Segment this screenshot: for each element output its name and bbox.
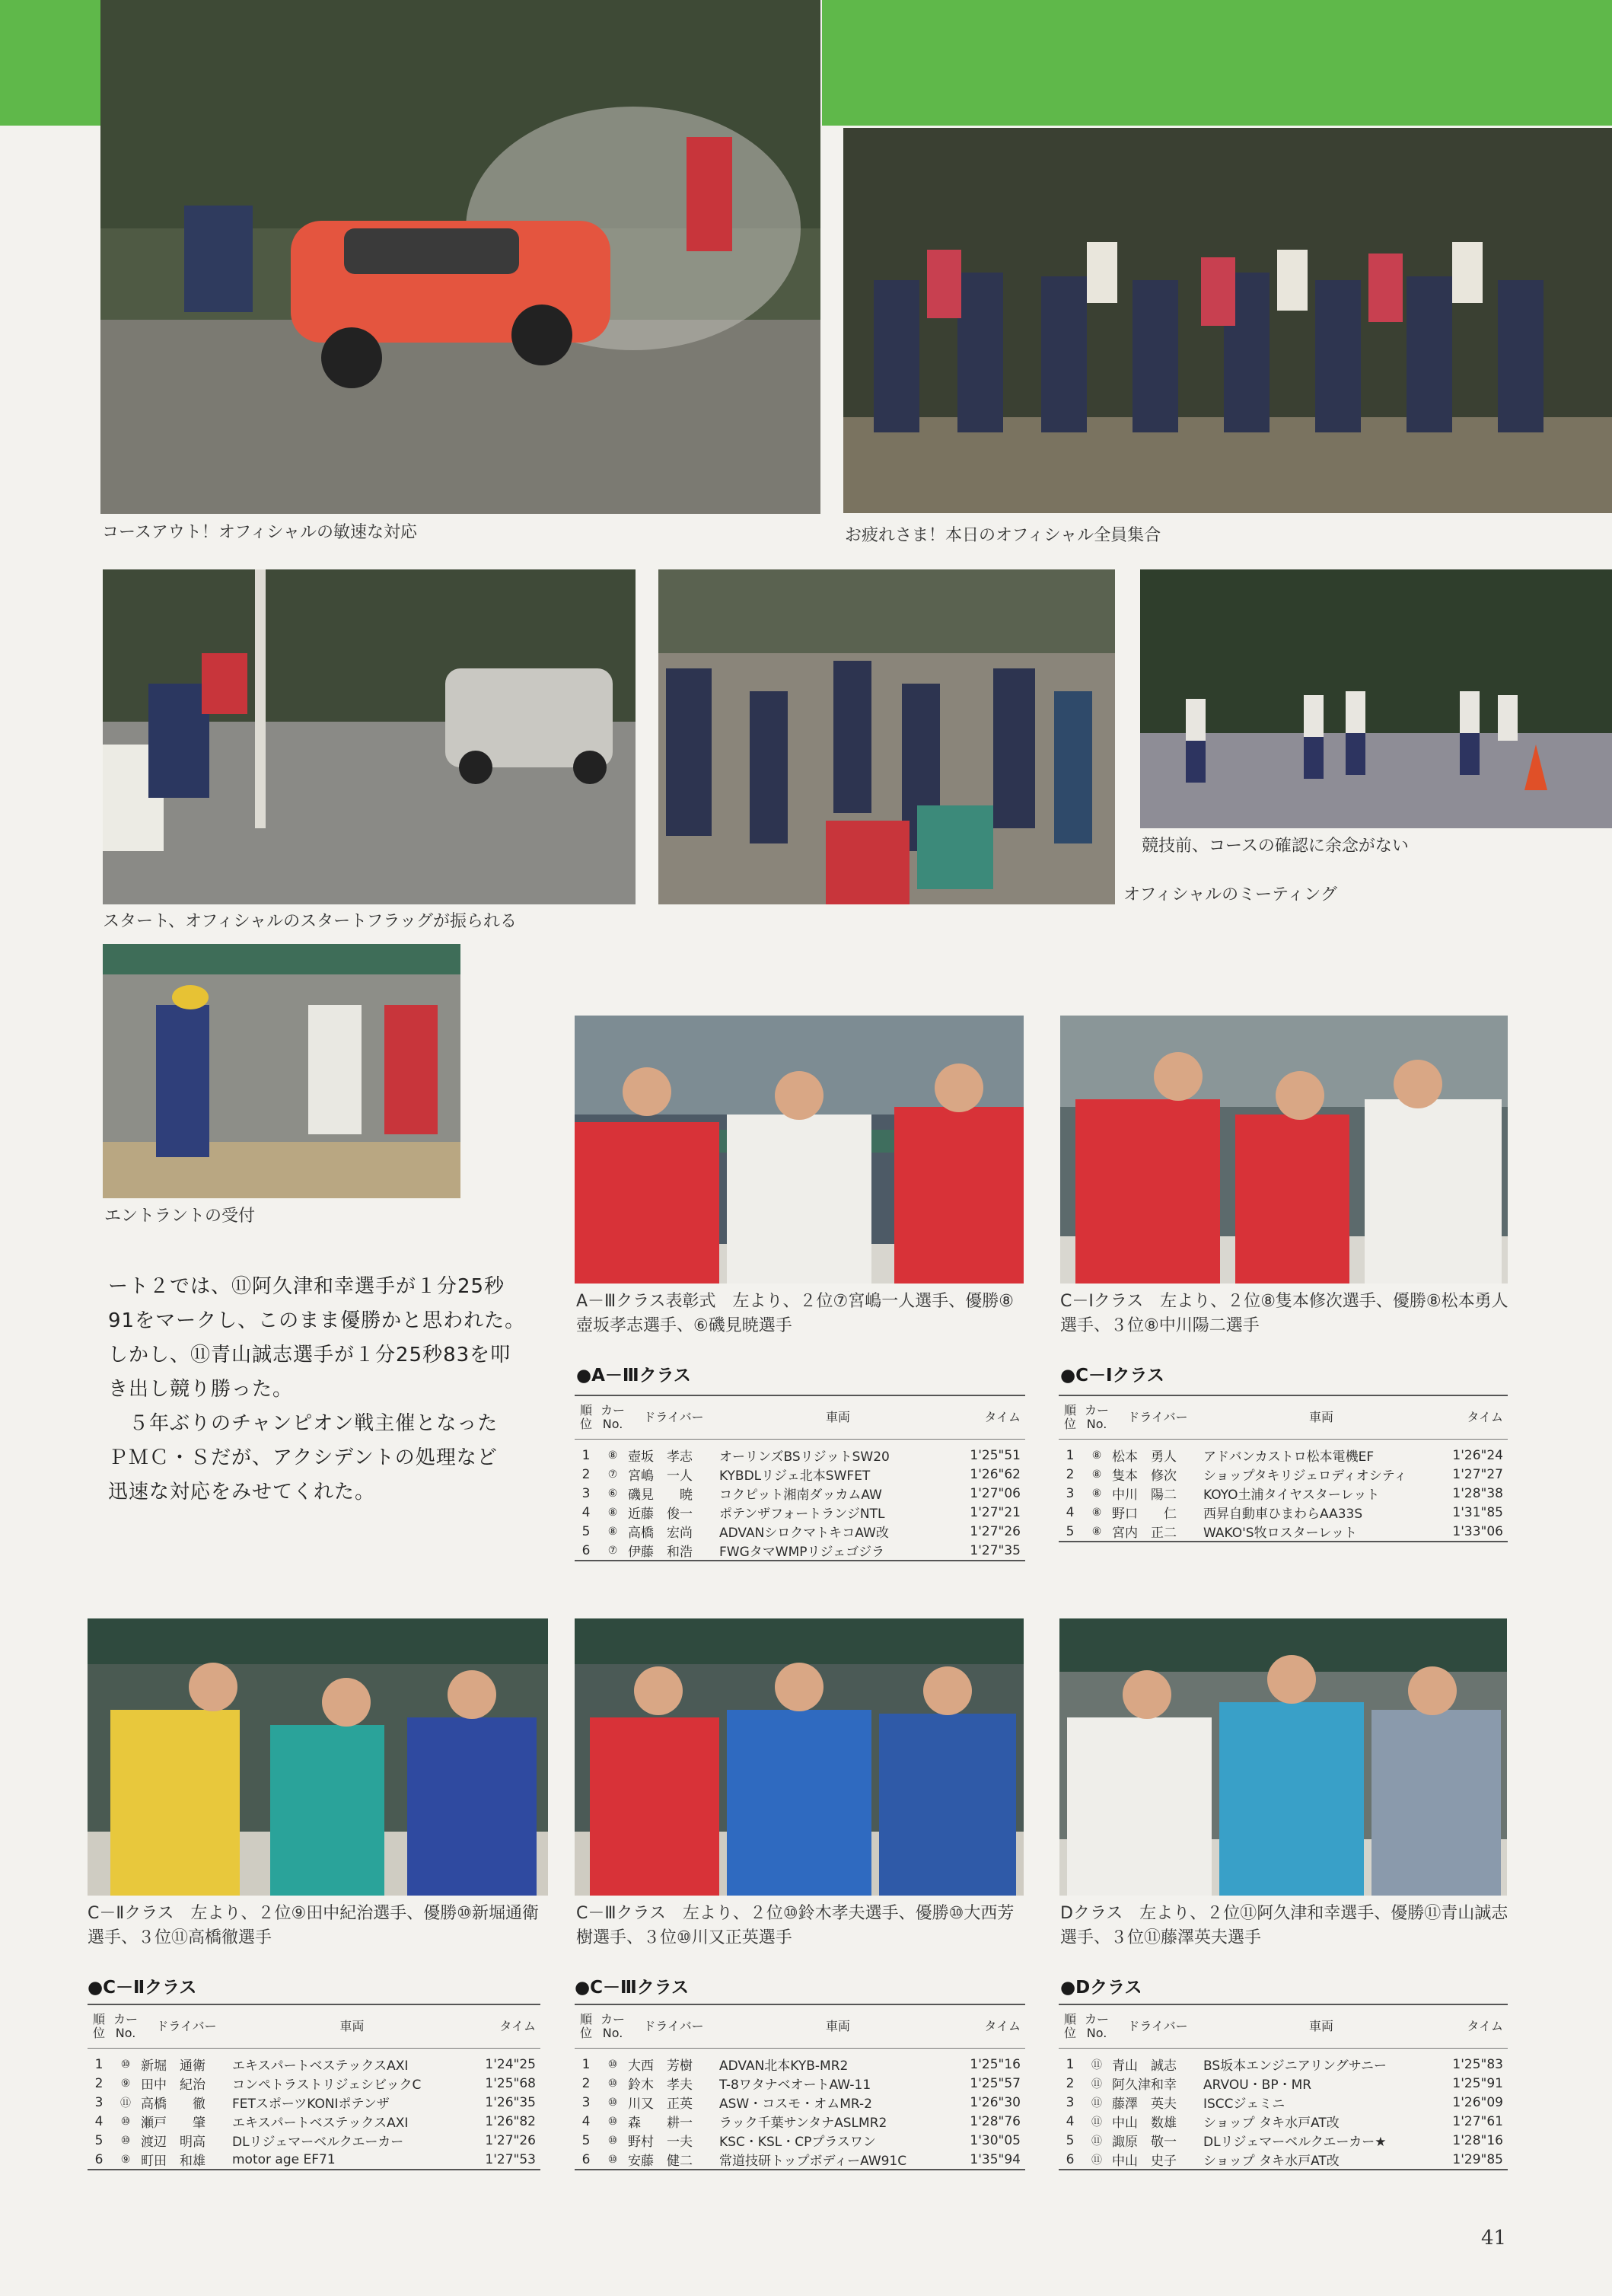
cell-time: 1'27"35 — [957, 1541, 1025, 1561]
cell-car: ⑦ — [597, 1541, 628, 1561]
results-table-d — [1059, 2004, 1508, 2170]
cell-pos: 3 — [581, 1485, 591, 1501]
header-pos: 順位 — [575, 2004, 597, 2049]
cell-pos: 1 — [581, 2056, 591, 2072]
table-row — [575, 2093, 1025, 2112]
cell-pos: 3 — [1066, 1485, 1075, 1501]
cell-driver: 宮内 正二 — [1112, 1522, 1203, 1542]
cell-vehicle: ADVAN北本KYB-MR2 — [719, 2058, 849, 2074]
table-row — [575, 1541, 1025, 1561]
cell-vehicle: DLリジェマーベルクエーカー★ — [1203, 2135, 1387, 2150]
article-text — [108, 1270, 550, 1510]
header-vehicle: 車両 — [1203, 2004, 1439, 2049]
cell-pos: 2 — [581, 2075, 591, 2091]
cell-car: ⑪ — [1091, 2135, 1102, 2148]
cell-pos: 4 — [581, 1504, 591, 1520]
header-pos: 順位 — [1059, 1395, 1082, 1440]
header-car: カー No. — [597, 1395, 628, 1440]
header-time: タイム — [472, 2004, 540, 2049]
header-car: カー No. — [597, 2004, 628, 2049]
cell-pos: 2 — [94, 2075, 104, 2091]
cell-vehicle: ADVANシロクマトキコAW改 — [719, 1526, 889, 1541]
cell-driver: 渡辺 明高 — [141, 2135, 205, 2150]
cell-car: ⑩ — [607, 2096, 618, 2109]
results-table-a3 — [575, 1395, 1025, 1561]
cell-driver: 宮嶋 一人 — [628, 1468, 693, 1484]
cell-vehicle: KOYO土浦タイヤスターレット — [1203, 1488, 1380, 1503]
cell-driver: 高橋 宏尚 — [628, 1526, 693, 1541]
cell-driver: 伊藤 和浩 — [628, 1541, 719, 1561]
cell-pos: 3 — [581, 2094, 591, 2110]
table-row — [1059, 2150, 1508, 2170]
cell-vehicle: ARVOU・BP・MR — [1203, 2078, 1312, 2093]
page-number: 41 — [1481, 2227, 1507, 2250]
results-title-c2: ●C－Ⅱクラス — [88, 1978, 197, 1998]
cell-pos: 5 — [1066, 2132, 1075, 2148]
photo-a3-award — [575, 1016, 1024, 1284]
cell-car: ⑥ — [607, 1487, 618, 1500]
cell-time: 1'28"38 — [1452, 1485, 1503, 1501]
cell-time: 1'25"57 — [970, 2075, 1021, 2091]
cell-driver: 阿久津和幸 — [1112, 2078, 1177, 2093]
cell-pos: 6 — [1059, 2150, 1082, 2170]
cell-time: 1'27"53 — [472, 2150, 540, 2170]
cell-car: ⑧ — [1091, 1468, 1102, 1481]
cell-car: ⑨ — [120, 2077, 131, 2090]
table-row — [1059, 1522, 1508, 1542]
cell-driver: 隻本 修次 — [1112, 1468, 1177, 1484]
header-vehicle: 車両 — [1203, 1395, 1439, 1440]
photo-c2-award — [88, 1618, 548, 1896]
table-row — [88, 2150, 540, 2170]
cell-pos: 4 — [1066, 1504, 1075, 1520]
cell-car: ⑩ — [607, 2134, 618, 2147]
cell-vehicle: KSC・KSL・CPプラスワン — [719, 2135, 876, 2150]
cell-pos: 6 — [575, 1541, 597, 1561]
cell-car: ⑧ — [1091, 1506, 1102, 1519]
cell-driver: 町田 和雄 — [141, 2150, 232, 2170]
cell-driver: 壺坂 孝志 — [628, 1449, 693, 1465]
cell-driver: 野村 一夫 — [628, 2135, 693, 2150]
cell-pos: 3 — [94, 2094, 104, 2110]
caption-course-out: コースアウト！オフィシャルの敏速な対応 — [102, 523, 418, 542]
photo-start-flag — [103, 569, 636, 904]
header-time: タイム — [957, 1395, 1025, 1440]
article-line: ート２では、⑪阿久津和幸選手が１分25秒 — [108, 1275, 505, 1298]
cell-pos: 2 — [581, 1466, 591, 1482]
caption-c1-award: C－Ⅰクラス 左より、２位⑧隻本修次選手、優勝⑧松本勇人選手、３位⑧中川陽二選手 — [1060, 1292, 1508, 1335]
cell-driver: 磯見 暁 — [628, 1488, 693, 1503]
table-row — [1059, 1440, 1508, 1465]
cell-vehicle: ショップ タキ水戸AT改 — [1203, 2116, 1340, 2131]
cell-vehicle: T-8ワタナベオートAW-11 — [719, 2078, 871, 2093]
table-row — [575, 1503, 1025, 1522]
table-row — [575, 2150, 1025, 2170]
cell-time: 1'28"76 — [970, 2113, 1021, 2129]
header-time: タイム — [957, 2004, 1025, 2049]
cell-time: 1'29"85 — [1439, 2150, 1508, 2170]
table-row — [88, 2049, 540, 2074]
caption-c2-award: C－Ⅱクラス 左より、２位⑨田中紀治選手、優勝⑩新堀通衛選手、３位⑪高橋徹選手 — [88, 1904, 539, 1947]
cell-car: ⑧ — [1091, 1449, 1102, 1462]
cell-car: ⑨ — [110, 2150, 141, 2170]
cell-driver: 森 耕一 — [628, 2116, 693, 2131]
article-line: き出し競り勝った。 — [108, 1378, 294, 1401]
cell-driver: 松本 勇人 — [1112, 1449, 1177, 1465]
cell-driver: 野口 仁 — [1112, 1507, 1177, 1522]
photo-all-officials — [843, 128, 1612, 513]
table-row — [575, 1522, 1025, 1541]
photo-d-award — [1059, 1618, 1507, 1896]
cell-pos: 1 — [581, 1447, 591, 1463]
caption-c3-award: C－Ⅲクラス 左より、２位⑩鈴木孝夫選手、優勝⑩大西芳樹選手、３位⑩川又正英選手 — [576, 1904, 1015, 1947]
header-vehicle: 車両 — [719, 2004, 957, 2049]
cell-car: ⑪ — [1091, 2116, 1102, 2129]
header-car: カー No. — [1082, 2004, 1112, 2049]
cell-pos: 5 — [1059, 1522, 1082, 1542]
results-table-c1 — [1059, 1395, 1508, 1542]
table-row — [88, 2093, 540, 2112]
table-row — [1059, 1484, 1508, 1503]
cell-time: 1'24"25 — [485, 2056, 536, 2072]
results-table-c2 — [88, 2004, 540, 2170]
table-row — [1059, 1465, 1508, 1484]
cell-driver: 大西 芳樹 — [628, 2058, 693, 2074]
header-vehicle: 車両 — [232, 2004, 472, 2049]
cell-pos: 6 — [88, 2150, 110, 2170]
cell-time: 1'27"27 — [1452, 1466, 1503, 1482]
cell-vehicle: エキスパートベステックスAXI — [232, 2058, 409, 2074]
green-corner-right — [822, 0, 1612, 126]
cell-time: 1'30"05 — [970, 2132, 1021, 2148]
header-car: カー No. — [1082, 1395, 1112, 1440]
cell-car: ⑧ — [1082, 1522, 1112, 1542]
results-title-c1: ●C－Ⅰクラス — [1060, 1366, 1164, 1386]
cell-vehicle: motor age EF71 — [232, 2150, 472, 2170]
cell-vehicle: FETスポーツKONIポテンザ — [232, 2097, 390, 2112]
cell-time: 1'26"35 — [485, 2094, 536, 2110]
table-row — [575, 1484, 1025, 1503]
article-line: ＰＭＣ・Ｓだが、アクシデントの処理など — [108, 1446, 498, 1469]
cell-pos: 4 — [1066, 2113, 1075, 2129]
cell-driver: 中山 数雄 — [1112, 2116, 1177, 2131]
cell-vehicle: DLリジェマーベルクエーカー — [232, 2135, 404, 2150]
article-line: 91をマークし、このまま優勝かと思われた。 — [108, 1309, 526, 1332]
cell-car: ⑧ — [607, 1449, 618, 1462]
caption-a3-award: A－Ⅲクラス表彰式 左より、２位⑦宮嶋一人選手、優勝⑧壺坂孝志選手、⑥磯見暁選手 — [576, 1292, 1015, 1335]
cell-time: 1'27"61 — [1452, 2113, 1503, 2129]
cell-driver: 高橋 徹 — [141, 2097, 205, 2112]
cell-vehicle: コクピット湘南ダッカムAW — [719, 1488, 882, 1503]
header-pos: 順位 — [88, 2004, 110, 2049]
cell-pos: 1 — [1066, 2056, 1075, 2072]
cell-car: ⑩ — [607, 2058, 618, 2071]
cell-car: ⑩ — [607, 2115, 618, 2128]
results-title-c3: ●C－Ⅲクラス — [575, 1978, 690, 1998]
cell-vehicle: ISCCジェミニ — [1203, 2097, 1285, 2112]
cell-car: ⑧ — [607, 1525, 618, 1538]
article-line: ５年ぶりのチャンピオン戦主催となった — [108, 1412, 499, 1435]
header-pos: 順位 — [575, 1395, 597, 1440]
cell-driver: 田中 紀治 — [141, 2078, 205, 2093]
table-row — [88, 2131, 540, 2150]
caption-start-flag: スタート、オフィシャルのスタートフラッグが振られる — [103, 912, 518, 931]
cell-time: 1'25"83 — [1452, 2056, 1503, 2072]
cell-time: 1'25"16 — [970, 2056, 1021, 2072]
cell-car: ⑪ — [120, 2097, 131, 2109]
cell-pos: 2 — [1066, 1466, 1075, 1482]
header-driver: ドライバー — [141, 2004, 232, 2049]
table-row — [575, 2074, 1025, 2093]
caption-entrant: エントラントの受付 — [104, 1207, 256, 1226]
table-row — [1059, 2093, 1508, 2112]
table-row — [575, 1465, 1025, 1484]
cell-car: ⑦ — [607, 1468, 618, 1481]
cell-vehicle: エキスパートベステックスAXI — [232, 2116, 409, 2131]
photo-course-check — [1140, 569, 1612, 828]
header-driver: ドライバー — [1112, 2004, 1203, 2049]
cell-time: 1'27"21 — [970, 1504, 1021, 1520]
caption-meeting: オフィシャルのミーティング — [1123, 885, 1337, 904]
results-table-c3 — [575, 2004, 1025, 2170]
table-row — [1059, 2131, 1508, 2150]
cell-vehicle: ASW・コスモ・オムMR-2 — [719, 2097, 872, 2112]
table-row — [575, 1440, 1025, 1465]
cell-car: ⑪ — [1082, 2150, 1112, 2170]
cell-driver: 安藤 健二 — [628, 2150, 719, 2170]
cell-time: 1'28"16 — [1452, 2132, 1503, 2148]
cell-car: ⑩ — [120, 2134, 131, 2147]
cell-car: ⑪ — [1091, 2078, 1102, 2090]
table-row — [88, 2074, 540, 2093]
cell-pos: 5 — [581, 2132, 591, 2148]
cell-pos: 5 — [94, 2132, 104, 2148]
cell-vehicle: ラック千葉サンタナASLMR2 — [719, 2116, 887, 2131]
cell-driver: 青山 誠志 — [1112, 2058, 1177, 2074]
cell-time: 1'25"91 — [1452, 2075, 1503, 2091]
cell-pos: 3 — [1066, 2094, 1075, 2110]
photo-c3-award — [575, 1618, 1024, 1896]
cell-pos: 6 — [575, 2150, 597, 2170]
cell-time: 1'26"24 — [1452, 1447, 1503, 1463]
cell-pos: 2 — [1066, 2075, 1075, 2091]
caption-course-check: 競技前、コースの確認に余念がない — [1142, 837, 1409, 856]
header-vehicle: 車両 — [719, 1395, 957, 1440]
cell-vehicle: KYBDLリジェ北本SWFET — [719, 1468, 871, 1484]
cell-car: ⑩ — [607, 2077, 618, 2090]
table-row — [575, 2049, 1025, 2074]
photo-c1-award — [1060, 1016, 1508, 1284]
table-row — [575, 2112, 1025, 2131]
cell-pos: 1 — [94, 2056, 104, 2072]
cell-driver: 新堀 通衛 — [141, 2058, 205, 2074]
cell-driver: 藤澤 英夫 — [1112, 2097, 1177, 2112]
cell-car: ⑧ — [607, 1506, 618, 1519]
cell-time: 1'26"30 — [970, 2094, 1021, 2110]
cell-time: 1'35"94 — [957, 2150, 1025, 2170]
cell-pos: 1 — [1066, 1447, 1075, 1463]
table-row — [575, 2131, 1025, 2150]
cell-pos: 4 — [581, 2113, 591, 2129]
cell-driver: 川又 正英 — [628, 2097, 693, 2112]
header-time: タイム — [1439, 1395, 1508, 1440]
cell-car: ⑪ — [1091, 2058, 1102, 2071]
photo-meeting — [658, 569, 1115, 904]
cell-driver: 近藤 俊一 — [628, 1507, 693, 1522]
header-driver: ドライバー — [628, 1395, 719, 1440]
header-driver: ドライバー — [1112, 1395, 1203, 1440]
cell-vehicle: ショップ タキ水戸AT改 — [1203, 2150, 1439, 2170]
cell-vehicle: コンペトラストリジェシビックC — [232, 2078, 422, 2093]
cell-time: 1'26"82 — [485, 2113, 536, 2129]
article-line: しかし、⑪青山誠志選手が１分25秒83を叩 — [108, 1344, 511, 1366]
cell-car: ⑩ — [120, 2115, 131, 2128]
cell-time: 1'26"09 — [1452, 2094, 1503, 2110]
cell-driver: 鈴木 孝夫 — [628, 2078, 693, 2093]
table-row — [1059, 2049, 1508, 2074]
header-time: タイム — [1439, 2004, 1508, 2049]
cell-driver: 瀬戸 肇 — [141, 2116, 205, 2131]
article-line: 迅速な対応をみせてくれた。 — [108, 1481, 376, 1504]
table-row — [1059, 2112, 1508, 2131]
cell-time: 1'25"68 — [485, 2075, 536, 2091]
caption-d-award: Dクラス 左より、２位⑪阿久津和幸選手、優勝⑪青山誠志選手、３位⑪藤澤英夫選手 — [1060, 1904, 1508, 1947]
header-pos: 順位 — [1059, 2004, 1082, 2049]
results-title-a3: ●A－Ⅲクラス — [576, 1366, 691, 1386]
cell-vehicle: ポテンザフォートランジNTL — [719, 1507, 885, 1522]
cell-car: ⑧ — [1091, 1487, 1102, 1500]
cell-time: 1'25"51 — [970, 1447, 1021, 1463]
cell-vehicle: オーリンズBSリジットSW20 — [719, 1449, 890, 1465]
table-row — [88, 2112, 540, 2131]
cell-time: 1'31"85 — [1452, 1504, 1503, 1520]
cell-driver: 中川 陽二 — [1112, 1488, 1177, 1503]
header-car: カー No. — [110, 2004, 141, 2049]
cell-time: 1'27"26 — [970, 1523, 1021, 1539]
cell-vehicle: 西昇自動車ひまわらAA33S — [1203, 1507, 1363, 1522]
cell-time: 1'33"06 — [1439, 1522, 1508, 1542]
cell-time: 1'26"62 — [970, 1466, 1021, 1482]
cell-vehicle: ショップタキリジェロディオシティ — [1203, 1468, 1407, 1484]
cell-car: ⑩ — [120, 2058, 131, 2071]
table-row — [1059, 2074, 1508, 2093]
photo-entrant — [103, 944, 460, 1198]
photo-course-out — [100, 0, 820, 514]
cell-pos: 4 — [94, 2113, 104, 2129]
table-row — [1059, 1503, 1508, 1522]
results-title-d: ●Dクラス — [1060, 1978, 1142, 1998]
cell-driver: 中山 史子 — [1112, 2150, 1203, 2170]
cell-vehicle: 常道技研トップボディーAW91C — [719, 2150, 957, 2170]
cell-vehicle: アドバンカストロ松本電機EF — [1203, 1449, 1375, 1465]
cell-time: 1'27"06 — [970, 1485, 1021, 1501]
green-corner-left — [0, 0, 100, 126]
cell-car: ⑪ — [1091, 2097, 1102, 2109]
cell-vehicle: BS坂本エンジニアリングサニー — [1203, 2058, 1387, 2074]
header-driver: ドライバー — [628, 2004, 719, 2049]
cell-car: ⑩ — [597, 2150, 628, 2170]
cell-pos: 5 — [581, 1523, 591, 1539]
cell-vehicle: FWGタマWMPリジェゴジラ — [719, 1541, 957, 1561]
cell-time: 1'27"26 — [485, 2132, 536, 2148]
cell-vehicle: WAKO'S牧ロスターレット — [1203, 1522, 1439, 1542]
cell-driver: 諏原 敬一 — [1112, 2135, 1177, 2150]
caption-all-officials: お疲れさま！本日のオフィシャル全員集合 — [845, 526, 1161, 545]
